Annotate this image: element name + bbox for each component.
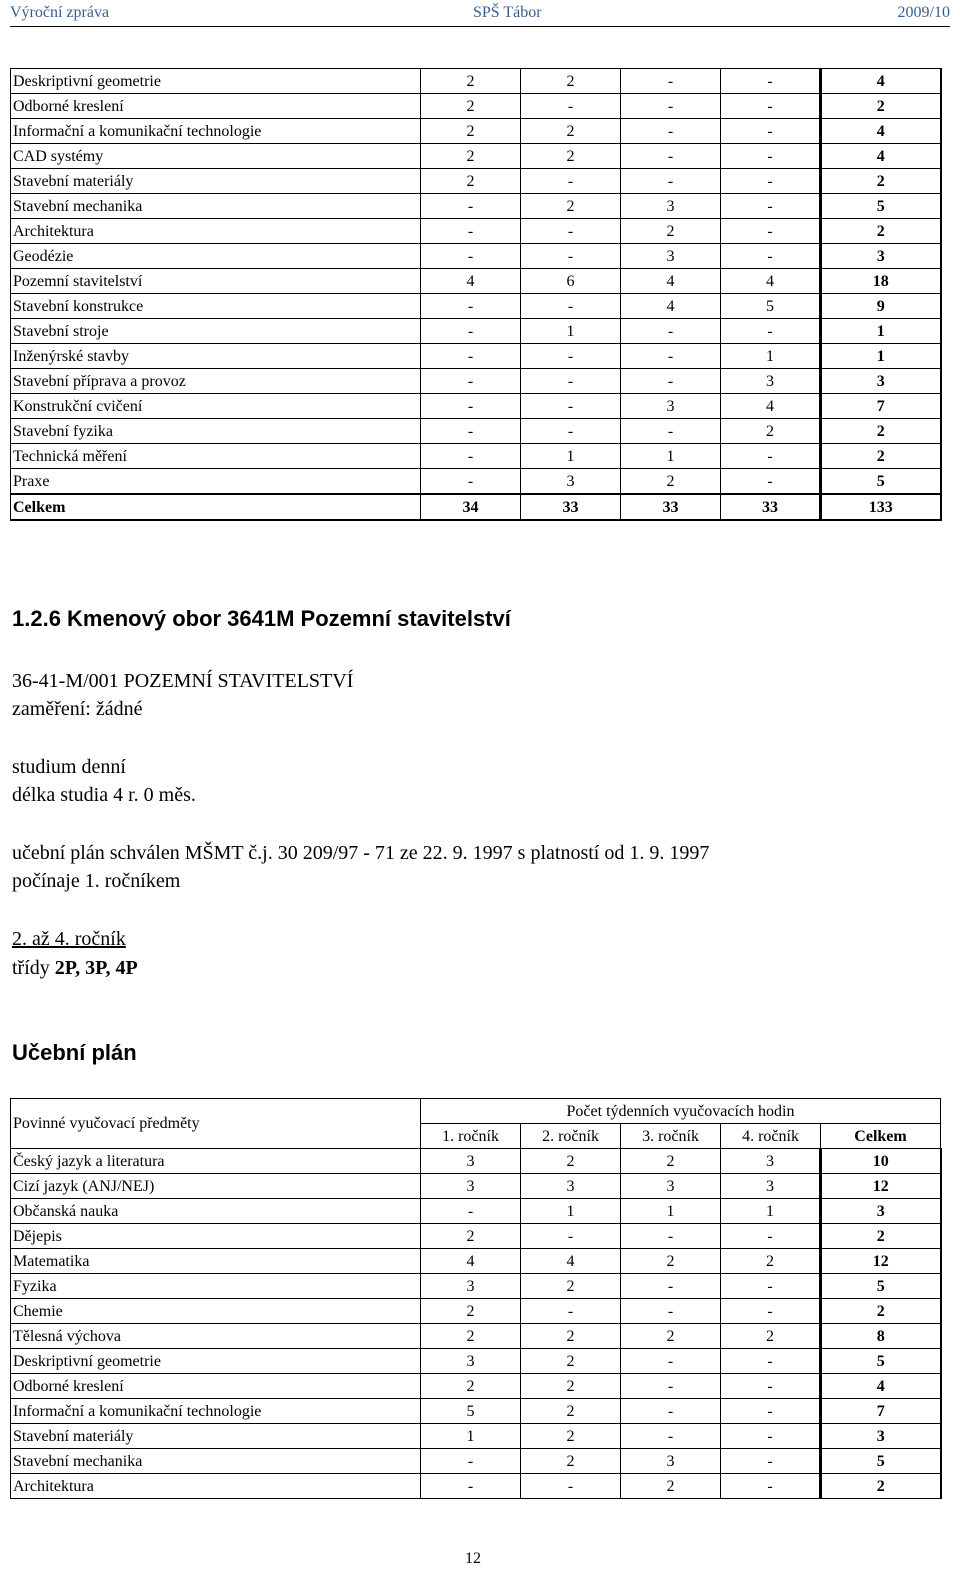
hours-cell: 2 bbox=[521, 1274, 621, 1299]
table-sum-row bbox=[11, 494, 941, 520]
table-row bbox=[11, 294, 941, 319]
table-row bbox=[11, 1149, 941, 1174]
hours-cell: - bbox=[621, 1349, 721, 1374]
hours-cell: 3 bbox=[621, 194, 721, 219]
total-cell: 4 bbox=[821, 1374, 941, 1399]
hours-cell: 2 bbox=[721, 1249, 821, 1274]
subject-cell: Stavební příprava a provoz bbox=[11, 369, 421, 394]
classes-list: 2P, 3P, 4P bbox=[54, 957, 138, 979]
hours-cell: - bbox=[721, 444, 821, 469]
curriculum-table-previous bbox=[10, 68, 942, 521]
hours-cell: - bbox=[421, 1449, 521, 1474]
table-row bbox=[11, 394, 941, 419]
hours-cell: - bbox=[421, 294, 521, 319]
hours-cell: - bbox=[721, 469, 821, 495]
hours-cell: 2 bbox=[421, 144, 521, 169]
plan-heading: Učební plán bbox=[12, 1040, 137, 1065]
hours-cell: 1 bbox=[721, 1199, 821, 1224]
hours-cell: 3 bbox=[421, 1174, 521, 1199]
hours-cell: - bbox=[621, 369, 721, 394]
hours-cell: 2 bbox=[521, 144, 621, 169]
total-cell: 2 bbox=[821, 1474, 941, 1499]
subject-cell: Praxe bbox=[11, 469, 421, 495]
sum-label: Celkem bbox=[11, 494, 421, 520]
hours-cell: - bbox=[721, 94, 821, 119]
hours-cell: - bbox=[621, 1374, 721, 1399]
table-row bbox=[11, 119, 941, 144]
total-cell: 3 bbox=[821, 369, 941, 394]
subject-cell: Tělesná výchova bbox=[11, 1324, 421, 1349]
table-row bbox=[11, 1424, 941, 1449]
total-cell: 1 bbox=[821, 319, 941, 344]
table-row bbox=[11, 1299, 941, 1324]
hours-cell: 5 bbox=[421, 1399, 521, 1424]
table-row bbox=[11, 1249, 941, 1274]
total-cell: 3 bbox=[821, 244, 941, 269]
header-subjects: Povinné vyučovací předměty bbox=[11, 1099, 421, 1149]
header-year: 2009/10 bbox=[897, 4, 950, 21]
subject-cell: Geodézie bbox=[11, 244, 421, 269]
subject-cell: Stavební materiály bbox=[11, 169, 421, 194]
hours-cell: - bbox=[721, 244, 821, 269]
section-heading: 1.2.6 Kmenový obor 3641M Pozemní stavitelství bbox=[12, 606, 511, 631]
hours-cell: 2 bbox=[521, 1374, 621, 1399]
subject-cell: Technická měření bbox=[11, 444, 421, 469]
subject-cell: Stavební fyzika bbox=[11, 419, 421, 444]
hours-cell: 3 bbox=[621, 244, 721, 269]
subject-cell: Stavební mechanika bbox=[11, 194, 421, 219]
sum-cell: 33 bbox=[621, 494, 721, 520]
sum-cell: 34 bbox=[421, 494, 521, 520]
sum-cell: 33 bbox=[721, 494, 821, 520]
hours-cell: 3 bbox=[621, 1449, 721, 1474]
hours-cell: - bbox=[721, 1424, 821, 1449]
hours-cell: 2 bbox=[521, 194, 621, 219]
table-row bbox=[11, 1224, 941, 1249]
table-row bbox=[11, 69, 941, 94]
hours-cell: 2 bbox=[521, 1149, 621, 1174]
hours-cell: - bbox=[721, 1274, 821, 1299]
subject-cell: Fyzika bbox=[11, 1274, 421, 1299]
hours-cell: 2 bbox=[621, 1149, 721, 1174]
hours-cell: 2 bbox=[521, 1349, 621, 1374]
total-cell: 12 bbox=[821, 1174, 941, 1199]
subject-cell: Deskriptivní geometrie bbox=[11, 69, 421, 94]
hours-cell: - bbox=[621, 319, 721, 344]
total-cell: 10 bbox=[821, 1149, 941, 1174]
hours-cell: 2 bbox=[421, 94, 521, 119]
header-col-year-2: 2. ročník bbox=[521, 1124, 621, 1149]
table-row bbox=[11, 1449, 941, 1474]
hours-cell: 2 bbox=[421, 1224, 521, 1249]
hours-cell: - bbox=[721, 144, 821, 169]
hours-cell: 3 bbox=[421, 1274, 521, 1299]
hours-cell: 2 bbox=[421, 1374, 521, 1399]
hours-cell: - bbox=[521, 294, 621, 319]
hours-cell: - bbox=[621, 94, 721, 119]
curriculum-table bbox=[10, 1098, 942, 1499]
hours-cell: - bbox=[721, 1474, 821, 1499]
hours-cell: - bbox=[721, 1349, 821, 1374]
hours-cell: 3 bbox=[721, 369, 821, 394]
hours-cell: - bbox=[621, 1299, 721, 1324]
hours-cell: - bbox=[421, 469, 521, 495]
subject-cell: Informační a komunikační technologie bbox=[11, 119, 421, 144]
header-col-year-1: 1. ročník bbox=[421, 1124, 521, 1149]
hours-cell: - bbox=[621, 419, 721, 444]
table-row bbox=[11, 1474, 941, 1499]
hours-cell: 4 bbox=[621, 294, 721, 319]
hours-cell: 1 bbox=[721, 344, 821, 369]
hours-cell: - bbox=[721, 1374, 821, 1399]
hours-cell: 2 bbox=[621, 1474, 721, 1499]
hours-cell: 2 bbox=[421, 119, 521, 144]
hours-cell: 3 bbox=[421, 1349, 521, 1374]
hours-cell: - bbox=[521, 394, 621, 419]
total-cell: 4 bbox=[821, 144, 941, 169]
subject-cell: Stavební materiály bbox=[11, 1424, 421, 1449]
hours-cell: - bbox=[721, 219, 821, 244]
hours-cell: 2 bbox=[621, 219, 721, 244]
program-focus: zaměření: žádné bbox=[12, 698, 143, 720]
table-row bbox=[11, 94, 941, 119]
hours-cell: - bbox=[521, 1299, 621, 1324]
total-cell: 2 bbox=[821, 444, 941, 469]
hours-cell: - bbox=[621, 144, 721, 169]
hours-cell: 2 bbox=[521, 1399, 621, 1424]
header-weekly-hours: Počet týdenních vyučovacích hodin bbox=[421, 1099, 941, 1124]
subject-cell: Konstrukční cvičení bbox=[11, 394, 421, 419]
hours-cell: - bbox=[621, 119, 721, 144]
hours-cell: - bbox=[521, 344, 621, 369]
hours-cell: 4 bbox=[621, 269, 721, 294]
hours-cell: 4 bbox=[521, 1249, 621, 1274]
hours-cell: - bbox=[421, 244, 521, 269]
sum-cell: 33 bbox=[521, 494, 621, 520]
hours-cell: 3 bbox=[721, 1149, 821, 1174]
study-length: délka studia 4 r. 0 měs. bbox=[12, 784, 196, 806]
total-cell: 12 bbox=[821, 1249, 941, 1274]
hours-cell: - bbox=[621, 1424, 721, 1449]
hours-cell: - bbox=[521, 419, 621, 444]
total-cell: 3 bbox=[821, 1199, 941, 1224]
approval-line-1: učební plán schválen MŠMT č.j. 30 209/97 - 71 ze 22. 9. 1997 s platností od 1. 9. 1997 bbox=[12, 842, 710, 864]
hours-cell: 2 bbox=[521, 119, 621, 144]
hours-cell: - bbox=[721, 194, 821, 219]
hours-cell: - bbox=[521, 169, 621, 194]
hours-cell: 2 bbox=[421, 1299, 521, 1324]
hours-cell: - bbox=[421, 1474, 521, 1499]
total-cell: 2 bbox=[821, 1299, 941, 1324]
hours-cell: - bbox=[621, 169, 721, 194]
sum-total: 133 bbox=[821, 494, 941, 520]
total-cell: 2 bbox=[821, 219, 941, 244]
total-cell: 4 bbox=[821, 119, 941, 144]
hours-cell: 2 bbox=[521, 1449, 621, 1474]
hours-cell: - bbox=[421, 419, 521, 444]
hours-cell: 3 bbox=[521, 469, 621, 495]
table-row bbox=[11, 1324, 941, 1349]
hours-cell: 2 bbox=[721, 419, 821, 444]
subject-cell: Odborné kreslení bbox=[11, 1374, 421, 1399]
hours-cell: - bbox=[621, 1224, 721, 1249]
hours-cell: 6 bbox=[521, 269, 621, 294]
hours-cell: 1 bbox=[621, 1199, 721, 1224]
subject-cell: Architektura bbox=[11, 1474, 421, 1499]
hours-cell: 1 bbox=[421, 1424, 521, 1449]
hours-cell: 3 bbox=[621, 1174, 721, 1199]
hours-cell: 1 bbox=[521, 444, 621, 469]
hours-cell: 2 bbox=[521, 69, 621, 94]
subject-cell: Inženýrské stavby bbox=[11, 344, 421, 369]
total-cell: 7 bbox=[821, 394, 941, 419]
table-row bbox=[11, 319, 941, 344]
total-cell: 2 bbox=[821, 1224, 941, 1249]
hours-cell: - bbox=[421, 344, 521, 369]
subject-cell: Český jazyk a literatura bbox=[11, 1149, 421, 1174]
subject-cell: Cizí jazyk (ANJ/NEJ) bbox=[11, 1174, 421, 1199]
hours-cell: - bbox=[521, 369, 621, 394]
hours-cell: 2 bbox=[621, 1249, 721, 1274]
table-row bbox=[11, 169, 941, 194]
hours-cell: 3 bbox=[421, 1149, 521, 1174]
hours-cell: 3 bbox=[721, 1174, 821, 1199]
hours-cell: 2 bbox=[621, 469, 721, 495]
hours-cell: - bbox=[421, 369, 521, 394]
subject-cell: Pozemní stavitelství bbox=[11, 269, 421, 294]
hours-cell: 4 bbox=[721, 394, 821, 419]
subject-cell: Občanská nauka bbox=[11, 1199, 421, 1224]
table-row bbox=[11, 1274, 941, 1299]
hours-cell: - bbox=[421, 444, 521, 469]
hours-cell: 4 bbox=[421, 1249, 521, 1274]
hours-cell: - bbox=[521, 219, 621, 244]
total-cell: 4 bbox=[821, 69, 941, 94]
subject-cell: Dějepis bbox=[11, 1224, 421, 1249]
hours-cell: 2 bbox=[421, 1324, 521, 1349]
hours-cell: 3 bbox=[621, 394, 721, 419]
table-row bbox=[11, 369, 941, 394]
hours-cell: - bbox=[621, 344, 721, 369]
page-number: 12 bbox=[465, 1550, 481, 1567]
table-row bbox=[11, 269, 941, 294]
approval-line-2: počínaje 1. ročníkem bbox=[12, 870, 181, 892]
table-row bbox=[11, 469, 941, 495]
hours-cell: - bbox=[721, 1299, 821, 1324]
hours-cell: - bbox=[621, 69, 721, 94]
total-cell: 5 bbox=[821, 469, 941, 495]
hours-cell: 2 bbox=[521, 1324, 621, 1349]
hours-cell: - bbox=[421, 194, 521, 219]
total-cell: 1 bbox=[821, 344, 941, 369]
study-form: studium denní bbox=[12, 756, 126, 778]
hours-cell: - bbox=[721, 1449, 821, 1474]
table-row bbox=[11, 1399, 941, 1424]
total-cell: 8 bbox=[821, 1324, 941, 1349]
hours-cell: 2 bbox=[521, 1424, 621, 1449]
table-row bbox=[11, 1174, 941, 1199]
classes-line bbox=[12, 954, 138, 982]
table-row bbox=[11, 1199, 941, 1224]
subject-cell: Stavební mechanika bbox=[11, 1449, 421, 1474]
total-cell: 18 bbox=[821, 269, 941, 294]
hours-cell: 1 bbox=[521, 319, 621, 344]
years-range: 2. až 4. ročník bbox=[12, 928, 126, 950]
subject-cell: Matematika bbox=[11, 1249, 421, 1274]
subject-cell: Informační a komunikační technologie bbox=[11, 1399, 421, 1424]
total-cell: 3 bbox=[821, 1424, 941, 1449]
table-row bbox=[11, 344, 941, 369]
hours-cell: - bbox=[421, 1199, 521, 1224]
table-row bbox=[11, 244, 941, 269]
hours-cell: 1 bbox=[521, 1199, 621, 1224]
total-cell: 5 bbox=[821, 1449, 941, 1474]
hours-cell: 2 bbox=[421, 169, 521, 194]
header-col-year-3: 3. ročník bbox=[621, 1124, 721, 1149]
hours-cell: 1 bbox=[621, 444, 721, 469]
total-cell: 9 bbox=[821, 294, 941, 319]
hours-cell: 4 bbox=[421, 269, 521, 294]
hours-cell: - bbox=[521, 1474, 621, 1499]
hours-cell: 2 bbox=[421, 69, 521, 94]
total-cell: 5 bbox=[821, 1349, 941, 1374]
hours-cell: - bbox=[421, 219, 521, 244]
hours-cell: 2 bbox=[621, 1324, 721, 1349]
hours-cell: - bbox=[721, 169, 821, 194]
page-header bbox=[10, 2, 950, 27]
hours-cell: - bbox=[621, 1399, 721, 1424]
table-row bbox=[11, 144, 941, 169]
table-row bbox=[11, 419, 941, 444]
hours-cell: - bbox=[521, 244, 621, 269]
total-cell: 5 bbox=[821, 194, 941, 219]
hours-cell: - bbox=[721, 319, 821, 344]
hours-cell: - bbox=[721, 69, 821, 94]
table-row bbox=[11, 444, 941, 469]
total-cell: 2 bbox=[821, 169, 941, 194]
total-cell: 2 bbox=[821, 419, 941, 444]
table-row bbox=[11, 219, 941, 244]
hours-cell: - bbox=[521, 1224, 621, 1249]
header-report-title: Výroční zpráva bbox=[10, 4, 110, 21]
subject-cell: CAD systémy bbox=[11, 144, 421, 169]
header-school: SPŠ Tábor bbox=[473, 4, 542, 21]
hours-cell: 4 bbox=[721, 269, 821, 294]
classes-label: třídy bbox=[12, 957, 55, 979]
hours-cell: - bbox=[721, 1224, 821, 1249]
hours-cell: 5 bbox=[721, 294, 821, 319]
subject-cell: Stavební stroje bbox=[11, 319, 421, 344]
hours-cell: 2 bbox=[721, 1324, 821, 1349]
total-cell: 2 bbox=[821, 94, 941, 119]
subject-cell: Chemie bbox=[11, 1299, 421, 1324]
subject-cell: Stavební konstrukce bbox=[11, 294, 421, 319]
total-cell: 5 bbox=[821, 1274, 941, 1299]
subject-cell: Odborné kreslení bbox=[11, 94, 421, 119]
total-cell: 7 bbox=[821, 1399, 941, 1424]
hours-cell: 3 bbox=[521, 1174, 621, 1199]
hours-cell: - bbox=[621, 1274, 721, 1299]
hours-cell: - bbox=[421, 319, 521, 344]
subject-cell: Deskriptivní geometrie bbox=[11, 1349, 421, 1374]
subject-cell: Architektura bbox=[11, 219, 421, 244]
header-col-total: Celkem bbox=[821, 1124, 941, 1149]
hours-cell: - bbox=[721, 119, 821, 144]
table-row bbox=[11, 194, 941, 219]
header-col-year-4: 4. ročník bbox=[721, 1124, 821, 1149]
program-code: 36-41-M/001 POZEMNÍ STAVITELSTVÍ bbox=[12, 670, 354, 692]
table-row bbox=[11, 1349, 941, 1374]
hours-cell: - bbox=[521, 94, 621, 119]
hours-cell: - bbox=[721, 1399, 821, 1424]
hours-cell: - bbox=[421, 394, 521, 419]
table-row bbox=[11, 1374, 941, 1399]
